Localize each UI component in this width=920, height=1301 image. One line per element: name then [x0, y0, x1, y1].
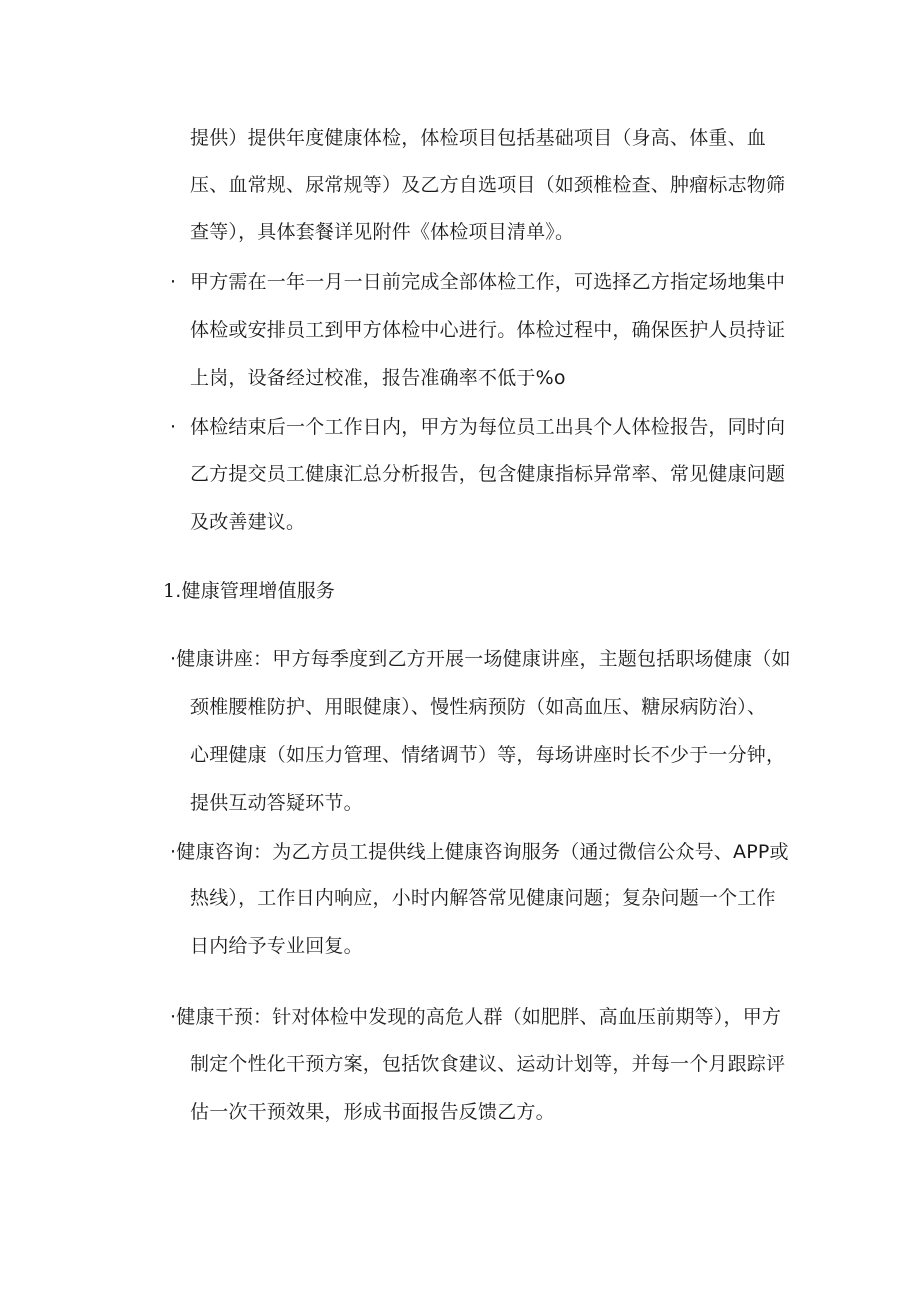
bullet-a1-line-2: 体检或安排员工到甲方体检中心进行。体检过程中，确保医护人员持证: [190, 319, 786, 341]
bullet-a2-line-2: 乙方提交员工健康汇总分析报告，包含健康指标异常率、常见健康问题: [190, 463, 786, 485]
section-number: 1: [163, 580, 176, 602]
intro-line-1: 提供）提供年度健康体检，体检项目包括基础项目（身高、体重、血: [190, 127, 767, 149]
bullet-a2-line-1: 体检结束后一个工作日内，甲方为每位员工出具个人体检报告，同时向: [190, 416, 786, 438]
bullet-b1-line-2: 颈椎腰椎防护、用眼健康）、慢性病预防（如高血压、糖尿病防治）、: [190, 696, 767, 718]
bullet-b1-line-4: 提供互动答疑环节。: [190, 792, 363, 814]
bullet-a2-line-3: 及改善建议。: [190, 511, 306, 533]
bullet-b2-line-3: 日内给予专业回复。: [190, 935, 363, 957]
bullet-b2-line-1: ·健康咨询：为乙方员工提供线上健康咨询服务（通过微信公众号、APP或: [170, 841, 789, 863]
bullet-b2-line-2: 热线），工作日内响应，小时内解答常见健康问题；复杂问题一个工作: [190, 887, 776, 909]
bullet-b3-line-3: 估一次干预效果，形成书面报告反馈乙方。: [190, 1101, 555, 1123]
bullet-a1-line-1: 甲方需在一年一月一日前完成全部体检工作，可选择乙方指定场地集中: [190, 271, 786, 293]
bullet-a1-line-3: 上岗，设备经过校准，报告准确率不低于%o: [190, 367, 566, 389]
bullet-b3-line-1: ·健康干预：针对体检中发现的高危人群（如肥胖、高血压前期等），甲方: [170, 1006, 782, 1028]
section-heading: [163, 579, 335, 603]
bullet-marker-a1: ·: [170, 271, 177, 293]
bullet-b1-line-1: ·健康讲座：甲方每季度到乙方开展一场健康讲座，主题包括职场健康（如: [170, 648, 791, 670]
bullet-b1-line-3: 心理健康（如压力管理、情绪调节）等，每场讲座时长不少于一分钟，: [190, 744, 786, 766]
bullet-marker-a2: ·: [170, 416, 177, 438]
intro-line-2: 压、血常规、尿常规等）及乙方自选项目（如颈椎检查、肿瘤标志物筛: [190, 174, 786, 196]
intro-line-3: 查等），具体套餐详见附件《体检项目清单》。: [190, 221, 575, 243]
bullet-b3-line-2: 制定个性化干预方案，包括饮食建议、运动计划等，并每一个月跟踪评: [190, 1053, 786, 1075]
section-title: .健康管理增值服务: [175, 580, 336, 602]
